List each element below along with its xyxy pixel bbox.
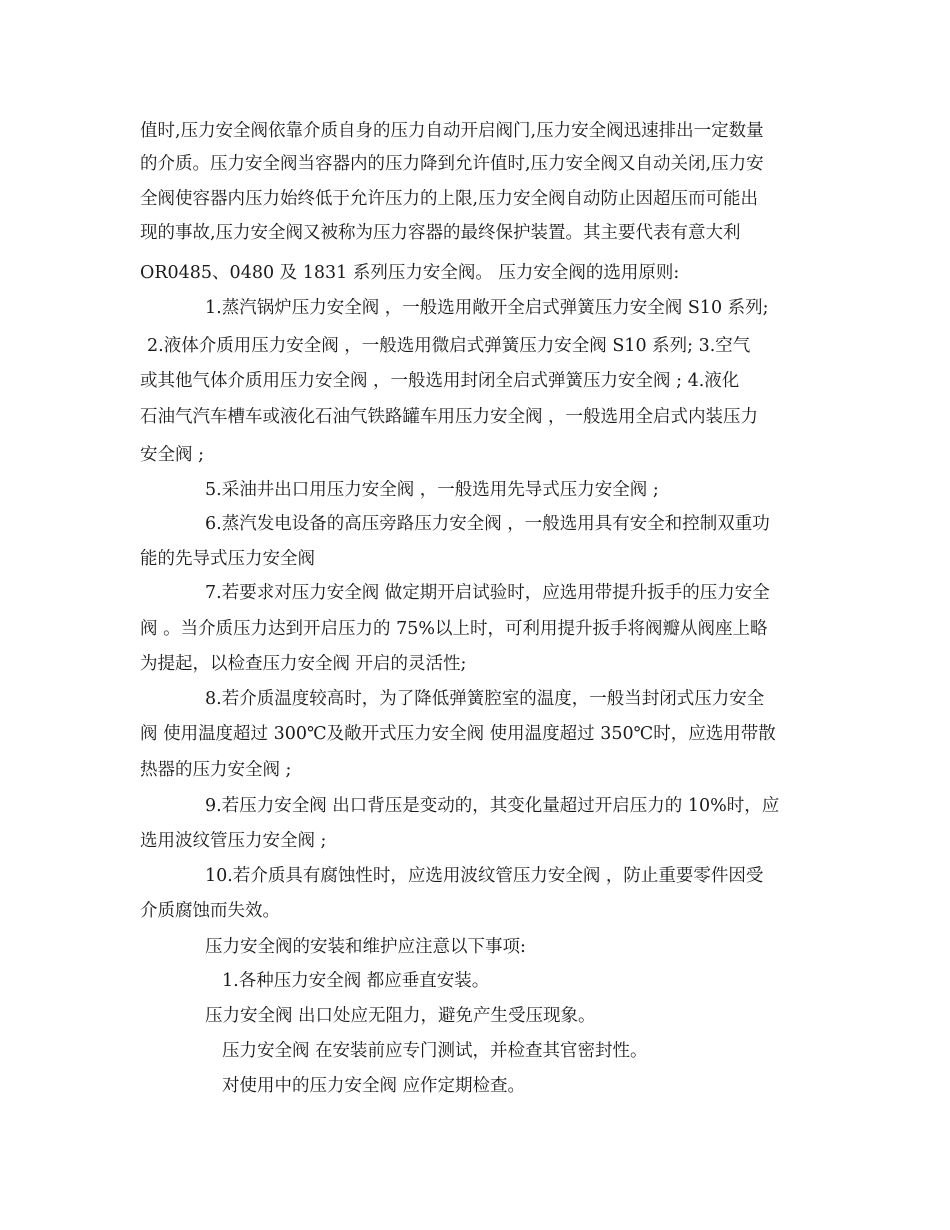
text-line-20: 9.若压力安全阀 出口背压是变动的，其变化量超过开启压力的 10%时，应 bbox=[205, 796, 780, 816]
text-line-26: 压力安全阀 出口处应无阻力，避免产生受压现象。 bbox=[205, 1006, 596, 1026]
text-line-11: 5.采油井出口用压力安全阀 ，一般选用先导式压力安全阀 ; bbox=[205, 480, 659, 500]
text-line-28: 对使用中的压力安全阀 应作定期检查。 bbox=[222, 1076, 526, 1096]
text-line-4: 现的事故,压力安全阀又被称为压力容器的最终保护装置。其主要代表有意大利 bbox=[140, 223, 741, 243]
text-line-17: 8.若介质温度较高时，为了降低弹簧腔室的温度，一般当封闭式压力安全 bbox=[205, 689, 765, 709]
text-line-22: 10.若介质具有腐蚀性时，应选用波纹管压力安全阀 ，防止重要零件因受 bbox=[205, 866, 764, 886]
text-line-2: 的介质。压力安全阀当容器内的压力降到允许值时,压力安全阀又自动关闭,压力安 bbox=[140, 154, 764, 174]
text-line-1: 值时,压力安全阀依靠介质自身的压力自动开启阀门,压力安全阀迅速排出一定数量 bbox=[140, 121, 764, 141]
text-line-24: 压力安全阀的安装和维护应注意以下事项: bbox=[205, 937, 526, 957]
text-line-6: 1.蒸汽锅炉压力安全阀 ，一般选用敞开全启式弹簧压力安全阀 S10 系列; bbox=[205, 298, 769, 318]
text-line-19: 热器的压力安全阀 ; bbox=[140, 760, 292, 780]
text-line-16: 为提起，以检查压力安全阀 开启的灵活性; bbox=[140, 654, 467, 674]
text-line-5: OR0485、0480 及 1831 系列压力安全阀。 压力安全阀的选用原则: bbox=[140, 263, 680, 283]
text-line-15: 阀 。当介质压力达到开启压力的 75%以上时，可利用提升扳手将阀瓣从阀座上略 bbox=[140, 619, 768, 639]
text-line-21: 选用波纹管压力安全阀 ; bbox=[140, 831, 327, 851]
text-line-10: 安全阀 ; bbox=[140, 445, 204, 465]
text-line-8: 或其他气体介质用压力安全阀 ，一般选用封闭全启式弹簧压力安全阀 ; 4.液化 bbox=[140, 371, 740, 391]
text-line-7: 2.液体介质用压力安全阀 ，一般选用微启式弹簧压力安全阀 S10 系列; 3.空气 bbox=[147, 336, 751, 356]
text-line-27: 压力安全阀 在安装前应专门测试，并检查其官密封性。 bbox=[222, 1041, 648, 1061]
text-line-18: 阀 使用温度超过 300℃及敞开式压力安全阀 使用温度超过 350℃时，应选用带散 bbox=[140, 724, 776, 744]
text-line-3: 全阀使容器内压力始终低于允许压力的上限,压力安全阀自动防止因超压而可能出 bbox=[140, 189, 759, 209]
text-line-12: 6.蒸汽发电设备的高压旁路压力安全阀 ，一般选用具有安全和控制双重功 bbox=[205, 514, 770, 534]
text-line-13: 能的先导式压力安全阀 bbox=[140, 549, 315, 569]
text-line-14: 7.若要求对压力安全阀 做定期开启试验时，应选用带提升扳手的压力安全 bbox=[205, 583, 770, 603]
text-line-23: 介质腐蚀而失效。 bbox=[140, 901, 280, 921]
text-line-9: 石油气汽车槽车或液化石油气铁路罐车用压力安全阀 ，一般选用全启式内装压力 bbox=[140, 407, 759, 427]
text-line-25: 1.各种压力安全阀 都应垂直安装。 bbox=[222, 971, 490, 991]
